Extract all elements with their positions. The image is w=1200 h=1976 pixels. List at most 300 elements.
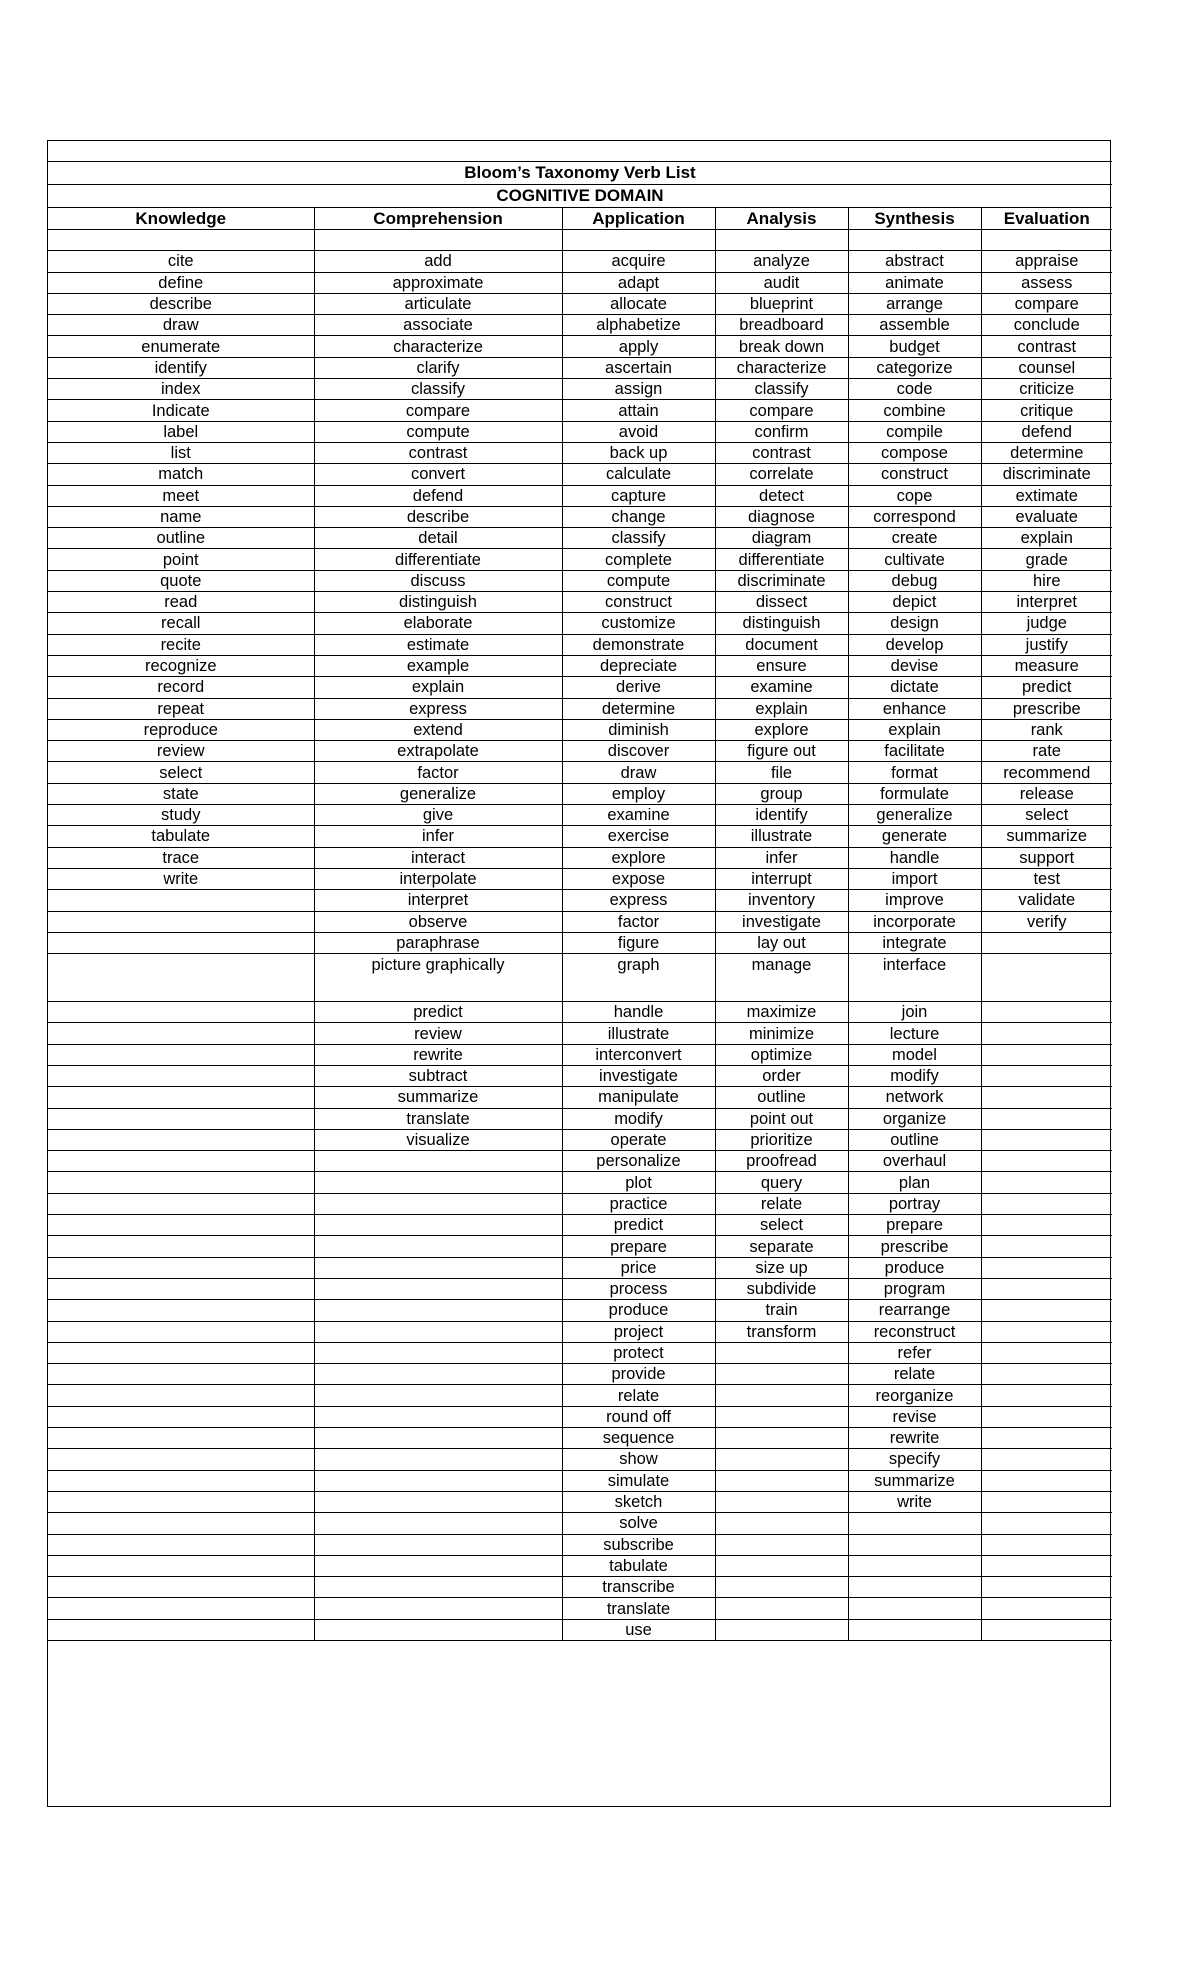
- table-row: [48, 1300, 1112, 1321]
- verb-cell-knowledge: [48, 1278, 314, 1299]
- verb-cell-synthesis: reorganize: [848, 1385, 981, 1406]
- table-row: [48, 1364, 1112, 1385]
- verb-cell-evaluation: defend: [981, 421, 1112, 442]
- verb-cell-application: explore: [562, 847, 715, 868]
- verb-cell-comprehension: [314, 1598, 562, 1619]
- verb-cell-knowledge: point: [48, 549, 314, 570]
- verb-cell-analysis: illustrate: [715, 826, 848, 847]
- verb-cell-comprehension: explain: [314, 677, 562, 698]
- verb-cell-knowledge: [48, 1577, 314, 1598]
- verb-cell-knowledge: [48, 911, 314, 932]
- verb-cell-application: protect: [562, 1342, 715, 1363]
- verb-cell-application: discover: [562, 741, 715, 762]
- verb-cell-synthesis: handle: [848, 847, 981, 868]
- verb-cell-comprehension: estimate: [314, 634, 562, 655]
- verb-cell-evaluation: assess: [981, 272, 1112, 293]
- verb-cell-comprehension: factor: [314, 762, 562, 783]
- verb-cell-comprehension: interpret: [314, 890, 562, 911]
- table-row: [48, 1449, 1112, 1470]
- table-row: [48, 868, 1112, 889]
- verb-cell-comprehension: [314, 1470, 562, 1491]
- verb-cell-evaluation: [981, 1470, 1112, 1491]
- verb-cell-synthesis: produce: [848, 1257, 981, 1278]
- verb-table-sheet: [47, 140, 1111, 1807]
- verb-cell-application: customize: [562, 613, 715, 634]
- verb-cell-knowledge: state: [48, 783, 314, 804]
- table-row: [48, 421, 1112, 442]
- verb-cell-evaluation: [981, 1321, 1112, 1342]
- verb-cell-comprehension: differentiate: [314, 549, 562, 570]
- verb-cell-application: compute: [562, 570, 715, 591]
- verb-cell-analysis: [715, 1385, 848, 1406]
- verb-cell-analysis: outline: [715, 1087, 848, 1108]
- verb-cell-evaluation: critique: [981, 400, 1112, 421]
- verb-cell-synthesis: rewrite: [848, 1428, 981, 1449]
- verb-cell-knowledge: write: [48, 868, 314, 889]
- verb-cell-comprehension: extend: [314, 719, 562, 740]
- verb-cell-synthesis: animate: [848, 272, 981, 293]
- table-row: [48, 655, 1112, 676]
- verb-cell-comprehension: extrapolate: [314, 741, 562, 762]
- verb-cell-application: depreciate: [562, 655, 715, 676]
- verb-cell-knowledge: draw: [48, 315, 314, 336]
- verb-cell-knowledge: study: [48, 805, 314, 826]
- header-analysis: Analysis: [715, 208, 848, 230]
- verb-cell-evaluation: test: [981, 868, 1112, 889]
- verb-cell-knowledge: select: [48, 762, 314, 783]
- verb-cell-application: solve: [562, 1513, 715, 1534]
- verb-cell-knowledge: index: [48, 379, 314, 400]
- verb-cell-comprehension: convert: [314, 464, 562, 485]
- table-row: [48, 549, 1112, 570]
- verb-cell-synthesis: combine: [848, 400, 981, 421]
- verb-cell-evaluation: support: [981, 847, 1112, 868]
- verb-cell-comprehension: [314, 1364, 562, 1385]
- verb-cell-application: avoid: [562, 421, 715, 442]
- verb-cell-synthesis: arrange: [848, 293, 981, 314]
- table-row: [48, 272, 1112, 293]
- verb-cell-knowledge: [48, 1470, 314, 1491]
- verb-cell-analysis: distinguish: [715, 613, 848, 634]
- verb-cell-comprehension: visualize: [314, 1129, 562, 1150]
- verb-cell-application: draw: [562, 762, 715, 783]
- verb-cell-synthesis: budget: [848, 336, 981, 357]
- empty-cell: [48, 230, 314, 251]
- verb-cell-analysis: explore: [715, 719, 848, 740]
- verb-cell-analysis: optimize: [715, 1044, 848, 1065]
- table-row: [48, 1470, 1112, 1491]
- verb-cell-knowledge: meet: [48, 485, 314, 506]
- verb-cell-analysis: minimize: [715, 1023, 848, 1044]
- verb-cell-comprehension: [314, 1406, 562, 1427]
- table-row: [48, 315, 1112, 336]
- verb-cell-knowledge: [48, 1151, 314, 1172]
- table-row: [48, 1491, 1112, 1512]
- verb-cell-synthesis: [848, 1555, 981, 1576]
- verb-cell-comprehension: [314, 1513, 562, 1534]
- table-row: [48, 379, 1112, 400]
- verb-cell-evaluation: [981, 1278, 1112, 1299]
- verb-cell-analysis: select: [715, 1215, 848, 1236]
- verb-cell-application: employ: [562, 783, 715, 804]
- verb-cell-comprehension: defend: [314, 485, 562, 506]
- verb-cell-application: express: [562, 890, 715, 911]
- subtitle-row: [48, 185, 1112, 208]
- verb-cell-evaluation: [981, 1236, 1112, 1257]
- verb-cell-analysis: [715, 1619, 848, 1640]
- verb-cell-comprehension: rewrite: [314, 1044, 562, 1065]
- verb-cell-knowledge: [48, 1236, 314, 1257]
- verb-cell-evaluation: grade: [981, 549, 1112, 570]
- table-row: [48, 719, 1112, 740]
- verb-cell-knowledge: recall: [48, 613, 314, 634]
- verb-cell-analysis: train: [715, 1300, 848, 1321]
- verb-cell-synthesis: generate: [848, 826, 981, 847]
- verb-cell-analysis: document: [715, 634, 848, 655]
- verb-cell-application: demonstrate: [562, 634, 715, 655]
- table-row: [48, 1534, 1112, 1555]
- verb-cell-knowledge: [48, 932, 314, 953]
- verb-cell-comprehension: summarize: [314, 1087, 562, 1108]
- verb-cell-application: plot: [562, 1172, 715, 1193]
- table-row: [48, 1321, 1112, 1342]
- verb-cell-evaluation: criticize: [981, 379, 1112, 400]
- verb-cell-comprehension: [314, 1428, 562, 1449]
- verb-cell-analysis: breadboard: [715, 315, 848, 336]
- verb-cell-knowledge: [48, 1619, 314, 1640]
- verb-cell-analysis: audit: [715, 272, 848, 293]
- verb-cell-evaluation: [981, 1619, 1112, 1640]
- verb-cell-application: complete: [562, 549, 715, 570]
- verb-cell-analysis: file: [715, 762, 848, 783]
- verb-cell-synthesis: program: [848, 1278, 981, 1299]
- header-row: [48, 208, 1112, 230]
- verb-cell-evaluation: [981, 1300, 1112, 1321]
- verb-cell-knowledge: [48, 1555, 314, 1576]
- verb-cell-comprehension: [314, 1534, 562, 1555]
- verb-cell-analysis: ensure: [715, 655, 848, 676]
- table-row: [48, 1385, 1112, 1406]
- verb-cell-synthesis: debug: [848, 570, 981, 591]
- verb-cell-evaluation: hire: [981, 570, 1112, 591]
- verb-cell-knowledge: read: [48, 592, 314, 613]
- verb-cell-application: show: [562, 1449, 715, 1470]
- verb-cell-knowledge: label: [48, 421, 314, 442]
- verb-cell-synthesis: [848, 1577, 981, 1598]
- verb-cell-knowledge: [48, 1449, 314, 1470]
- table-row: [48, 890, 1112, 911]
- verb-cell-synthesis: refer: [848, 1342, 981, 1363]
- verb-cell-comprehension: elaborate: [314, 613, 562, 634]
- verb-cell-comprehension: articulate: [314, 293, 562, 314]
- verb-cell-application: interconvert: [562, 1044, 715, 1065]
- verb-cell-evaluation: [981, 1065, 1112, 1086]
- verb-cell-evaluation: predict: [981, 677, 1112, 698]
- verb-cell-analysis: inventory: [715, 890, 848, 911]
- verb-cell-knowledge: [48, 1534, 314, 1555]
- verb-cell-knowledge: [48, 1023, 314, 1044]
- verb-cell-comprehension: [314, 1619, 562, 1640]
- verb-cell-comprehension: distinguish: [314, 592, 562, 613]
- verb-cell-application: alphabetize: [562, 315, 715, 336]
- verb-cell-analysis: [715, 1534, 848, 1555]
- verb-cell-knowledge: [48, 1406, 314, 1427]
- verb-cell-synthesis: specify: [848, 1449, 981, 1470]
- empty-cell: [48, 141, 1112, 162]
- table-row: [48, 1577, 1112, 1598]
- verb-cell-analysis: characterize: [715, 357, 848, 378]
- verb-cell-synthesis: construct: [848, 464, 981, 485]
- verb-cell-knowledge: match: [48, 464, 314, 485]
- verb-cell-analysis: analyze: [715, 251, 848, 272]
- verb-cell-analysis: maximize: [715, 1002, 848, 1023]
- table-row: [48, 1044, 1112, 1065]
- verb-cell-synthesis: formulate: [848, 783, 981, 804]
- verb-cell-application: back up: [562, 442, 715, 463]
- verb-cell-application: factor: [562, 911, 715, 932]
- verb-cell-knowledge: enumerate: [48, 336, 314, 357]
- verb-cell-analysis: compare: [715, 400, 848, 421]
- verb-cell-synthesis: rearrange: [848, 1300, 981, 1321]
- verb-cell-application: simulate: [562, 1470, 715, 1491]
- verb-cell-comprehension: [314, 1385, 562, 1406]
- verb-cell-comprehension: [314, 1172, 562, 1193]
- verb-cell-application: use: [562, 1619, 715, 1640]
- verb-cell-knowledge: define: [48, 272, 314, 293]
- verb-cell-evaluation: [981, 1428, 1112, 1449]
- table-row: [48, 1151, 1112, 1172]
- verb-cell-synthesis: integrate: [848, 932, 981, 953]
- verb-cell-evaluation: measure: [981, 655, 1112, 676]
- verb-cell-evaluation: [981, 1406, 1112, 1427]
- verb-cell-comprehension: characterize: [314, 336, 562, 357]
- verb-cell-knowledge: name: [48, 506, 314, 527]
- table-row: [48, 1002, 1112, 1023]
- verb-cell-application: apply: [562, 336, 715, 357]
- verb-cell-synthesis: improve: [848, 890, 981, 911]
- verb-cell-synthesis: revise: [848, 1406, 981, 1427]
- verb-cell-evaluation: [981, 1215, 1112, 1236]
- verb-cell-knowledge: [48, 1364, 314, 1385]
- table-row: [48, 1342, 1112, 1363]
- table-row: [48, 1598, 1112, 1619]
- verb-cell-knowledge: [48, 1385, 314, 1406]
- verb-cell-comprehension: [314, 1193, 562, 1214]
- verb-cell-analysis: point out: [715, 1108, 848, 1129]
- verb-cell-application: determine: [562, 698, 715, 719]
- verb-cell-application: expose: [562, 868, 715, 889]
- verb-cell-comprehension: observe: [314, 911, 562, 932]
- verb-cell-knowledge: quote: [48, 570, 314, 591]
- empty-cell: [562, 230, 715, 251]
- verb-cell-evaluation: conclude: [981, 315, 1112, 336]
- verb-cell-analysis: [715, 1470, 848, 1491]
- page-title: Bloom’s Taxonomy Verb List: [48, 162, 1112, 185]
- verb-cell-evaluation: [981, 1342, 1112, 1363]
- verb-cell-analysis: size up: [715, 1257, 848, 1278]
- empty-cell: [848, 230, 981, 251]
- table-row: [48, 634, 1112, 655]
- verb-cell-application: diminish: [562, 719, 715, 740]
- verb-cell-evaluation: [981, 1491, 1112, 1512]
- verb-cell-knowledge: [48, 1108, 314, 1129]
- table-row: [48, 1108, 1112, 1129]
- verb-cell-application: prepare: [562, 1236, 715, 1257]
- verb-cell-evaluation: [981, 1002, 1112, 1023]
- table-row: [48, 677, 1112, 698]
- verb-cell-synthesis: create: [848, 528, 981, 549]
- table-row: [48, 400, 1112, 421]
- verb-cell-evaluation: rank: [981, 719, 1112, 740]
- verb-cell-comprehension: generalize: [314, 783, 562, 804]
- verb-cell-evaluation: [981, 1513, 1112, 1534]
- verb-cell-application: assign: [562, 379, 715, 400]
- verb-cell-application: adapt: [562, 272, 715, 293]
- table-row: [48, 1555, 1112, 1576]
- verb-cell-synthesis: model: [848, 1044, 981, 1065]
- verb-cell-evaluation: [981, 1385, 1112, 1406]
- verb-cell-knowledge: trace: [48, 847, 314, 868]
- verb-cell-comprehension: compare: [314, 400, 562, 421]
- verb-cell-analysis: figure out: [715, 741, 848, 762]
- verb-cell-comprehension: approximate: [314, 272, 562, 293]
- empty-cell: [981, 230, 1112, 251]
- verb-cell-knowledge: [48, 1300, 314, 1321]
- table-row: [48, 847, 1112, 868]
- table-row: [48, 293, 1112, 314]
- verb-cell-analysis: dissect: [715, 592, 848, 613]
- verb-cell-evaluation: [981, 1449, 1112, 1470]
- verb-cell-evaluation: explain: [981, 528, 1112, 549]
- verb-cell-analysis: differentiate: [715, 549, 848, 570]
- verb-cell-comprehension: [314, 1342, 562, 1363]
- verb-cell-evaluation: [981, 1257, 1112, 1278]
- table-row: [48, 741, 1112, 762]
- verb-cell-synthesis: portray: [848, 1193, 981, 1214]
- verb-cell-analysis: subdivide: [715, 1278, 848, 1299]
- header-synthesis: Synthesis: [848, 208, 981, 230]
- verb-cell-synthesis: facilitate: [848, 741, 981, 762]
- verb-cell-analysis: blueprint: [715, 293, 848, 314]
- verb-cell-comprehension: classify: [314, 379, 562, 400]
- verb-cell-synthesis: incorporate: [848, 911, 981, 932]
- verb-cell-analysis: relate: [715, 1193, 848, 1214]
- verb-cell-evaluation: counsel: [981, 357, 1112, 378]
- verb-cell-application: manipulate: [562, 1087, 715, 1108]
- table-row: [48, 613, 1112, 634]
- table-row: [48, 1172, 1112, 1193]
- verb-cell-comprehension: review: [314, 1023, 562, 1044]
- verb-cell-evaluation: [981, 1087, 1112, 1108]
- verb-cell-evaluation: [981, 954, 1112, 1002]
- verb-cell-knowledge: [48, 1428, 314, 1449]
- verb-cell-synthesis: dictate: [848, 677, 981, 698]
- verb-cell-comprehension: contrast: [314, 442, 562, 463]
- verb-cell-evaluation: release: [981, 783, 1112, 804]
- verb-cell-comprehension: detail: [314, 528, 562, 549]
- verb-cell-analysis: explain: [715, 698, 848, 719]
- verb-cell-evaluation: [981, 1108, 1112, 1129]
- verb-cell-evaluation: summarize: [981, 826, 1112, 847]
- verb-cell-knowledge: review: [48, 741, 314, 762]
- verb-cell-comprehension: subtract: [314, 1065, 562, 1086]
- verb-cell-application: operate: [562, 1129, 715, 1150]
- verb-cell-knowledge: [48, 890, 314, 911]
- header-evaluation: Evaluation: [981, 208, 1112, 230]
- verb-cell-knowledge: [48, 1215, 314, 1236]
- table-row: [48, 464, 1112, 485]
- verb-cell-synthesis: design: [848, 613, 981, 634]
- verb-cell-analysis: prioritize: [715, 1129, 848, 1150]
- verb-cell-application: change: [562, 506, 715, 527]
- verb-cell-application: produce: [562, 1300, 715, 1321]
- verb-cell-analysis: [715, 1513, 848, 1534]
- verb-cell-synthesis: categorize: [848, 357, 981, 378]
- verb-cell-synthesis: reconstruct: [848, 1321, 981, 1342]
- verb-cell-application: project: [562, 1321, 715, 1342]
- verb-cell-application: modify: [562, 1108, 715, 1129]
- table-row: [48, 1129, 1112, 1150]
- verb-cell-knowledge: [48, 1598, 314, 1619]
- verb-cell-comprehension: [314, 1321, 562, 1342]
- verb-cell-analysis: contrast: [715, 442, 848, 463]
- verb-cell-application: subscribe: [562, 1534, 715, 1555]
- verb-cell-application: examine: [562, 805, 715, 826]
- verb-cell-evaluation: [981, 1193, 1112, 1214]
- table-row: [48, 932, 1112, 953]
- verb-cell-evaluation: contrast: [981, 336, 1112, 357]
- verb-cell-application: predict: [562, 1215, 715, 1236]
- verb-cell-application: tabulate: [562, 1555, 715, 1576]
- verb-cell-evaluation: [981, 1023, 1112, 1044]
- verb-cell-application: allocate: [562, 293, 715, 314]
- verb-cell-knowledge: [48, 1257, 314, 1278]
- verb-cell-application: round off: [562, 1406, 715, 1427]
- verb-cell-comprehension: [314, 1215, 562, 1236]
- verb-cell-analysis: [715, 1428, 848, 1449]
- verb-cell-synthesis: cope: [848, 485, 981, 506]
- verb-cell-knowledge: [48, 1513, 314, 1534]
- verb-cell-application: practice: [562, 1193, 715, 1214]
- verb-cell-knowledge: [48, 1172, 314, 1193]
- spacer-row: [48, 230, 1112, 251]
- verb-cell-evaluation: [981, 1172, 1112, 1193]
- table-row: [48, 805, 1112, 826]
- verb-cell-synthesis: relate: [848, 1364, 981, 1385]
- verb-cell-synthesis: [848, 1513, 981, 1534]
- verb-cell-evaluation: [981, 1534, 1112, 1555]
- page-subtitle: COGNITIVE DOMAIN: [48, 185, 1112, 208]
- verb-cell-comprehension: paraphrase: [314, 932, 562, 953]
- verb-cell-application: exercise: [562, 826, 715, 847]
- verb-cell-comprehension: example: [314, 655, 562, 676]
- verb-cell-synthesis: abstract: [848, 251, 981, 272]
- verb-cell-analysis: [715, 1577, 848, 1598]
- verb-cell-application: investigate: [562, 1065, 715, 1086]
- table-row: [48, 1236, 1112, 1257]
- table-row: [48, 1428, 1112, 1449]
- verb-cell-comprehension: [314, 1555, 562, 1576]
- verb-cell-analysis: manage: [715, 954, 848, 1002]
- verb-cell-knowledge: [48, 1342, 314, 1363]
- verb-cell-evaluation: [981, 932, 1112, 953]
- verb-cell-analysis: interrupt: [715, 868, 848, 889]
- verb-cell-comprehension: interpolate: [314, 868, 562, 889]
- table-row: [48, 1193, 1112, 1214]
- verb-cell-analysis: detect: [715, 485, 848, 506]
- verb-cell-evaluation: select: [981, 805, 1112, 826]
- verb-cell-synthesis: correspond: [848, 506, 981, 527]
